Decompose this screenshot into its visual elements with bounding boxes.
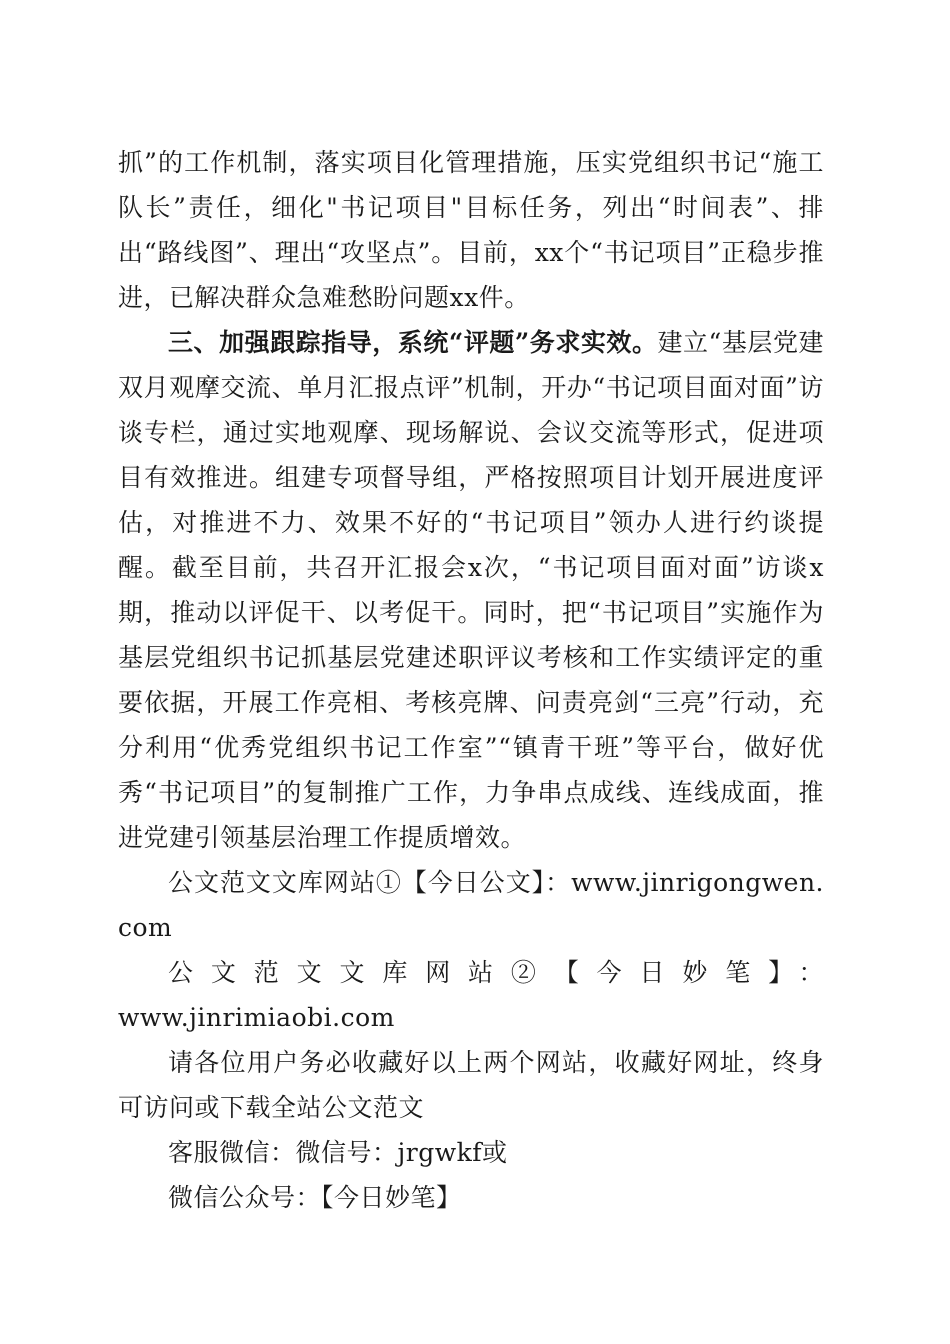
customer-service-wechat: 客服微信：微信号：jrgwkf或 [168, 1138, 508, 1167]
section-heading: 三、加强跟踪指导，系统“评题”务求实效。 [168, 328, 658, 357]
section-body: 建立“基层党建双月观摩交流、单月汇报点评”机制，开办“书记项目面对面”访谈专栏，通过实地观摩、现场解说、会议交流等形式，促进项目有效推进。组建专项督导组，严格按照项目计划开展进度评估，对推进不力、效果不好的“书记项目”领办人进行约谈提醒。截至目前，共召开汇报会x次，“书记项目面对面”访谈x期，推动以评促干、以考促干。同时，把“书记项目”实施作为基层党组织书记抓基层党建述职评议考核和工作实绩评定的重要依据，开展工作亮相、考核亮牌、问责亮剑“三亮”行动，充分利用“优秀党组织书记工作室”“镇青干班”等平台，做好优秀“书记项目”的复制推广工作，力争串点成线、连线成面，推进党建引领基层治理工作提质增效。 [118, 328, 824, 852]
website-line-1: 公文范文文库网站①【今日公文】：www.jinrigongwen.com [118, 868, 824, 942]
paragraph-continuation: 抓”的工作机制，落实项目化管理措施，压实党组织书记“施工队长”责任，细化"书记项目"目标任务，列出“时间表”、排出“路线图”、理出“攻坚点”。目前，xx个“书记项目”正稳步推进，已解决群众急难愁盼问题xx件。 [118, 148, 824, 312]
bookmark-notice: 请各位用户务必收藏好以上两个网站，收藏好网址，终身可访问或下载全站公文范文 [118, 1048, 824, 1122]
document-page [118, 140, 824, 1220]
website-line-2: 公文范文文库网站②【今日妙笔】：www.jinrimiaobi.com [118, 958, 824, 1032]
wechat-official-account: 微信公众号：【今日妙笔】 [168, 1183, 462, 1212]
paragraph-section-three [118, 320, 824, 860]
